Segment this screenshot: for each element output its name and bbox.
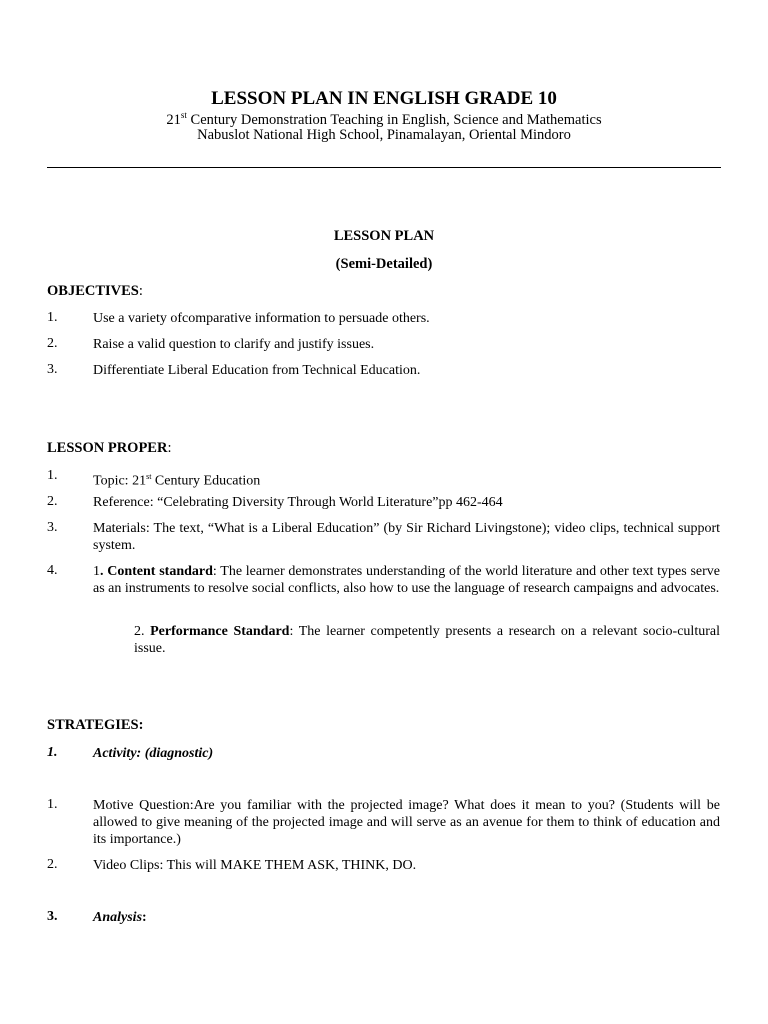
strategy-number: 2.	[47, 857, 58, 872]
header-subtitle-line1: 21st Century Demonstration Teaching in English, Science and Mathematics	[166, 110, 602, 128]
content-standard-text: 1. Content standard: The learner demonstrates understanding of the world literature and other text types serve as an instruments to resolve social conflicts, also how to use the language of research campaigns and advocates.	[93, 564, 720, 596]
analysis-label: Analysis:	[93, 910, 147, 925]
objective-number: 3.	[47, 362, 58, 377]
strategies-heading: STRATEGIES:	[47, 717, 144, 733]
reference-text: Reference: “Celebrating Diversity Through World Literature”pp 462-464	[93, 495, 503, 510]
plan-title: LESSON PLAN	[333, 228, 435, 244]
objective-text: Differentiate Liberal Education from Technical Education.	[93, 363, 421, 378]
topic-text: Topic: 21st Century Education	[93, 472, 261, 489]
materials-text: Materials: The text, “What is a Liberal Education” (by Sir Richard Livingstone); video clips, technical support system.	[93, 521, 720, 553]
objective-number: 2.	[47, 336, 58, 351]
strategy-text: Motive Question:Are you familiar with the projected image? What does it mean to you? (Students will be allowed to give meaning of the projected image and will serve as an avenue for them to think of education and its importance.)	[93, 798, 720, 847]
reference-number: 2.	[47, 494, 58, 509]
performance-standard-text: 2. Performance Standard: The learner competently presents a research on a relevant socio-cultural issue.	[134, 624, 720, 656]
header-divider	[47, 167, 721, 168]
standards-number: 4.	[47, 563, 58, 578]
strategy-text: Video Clips: This will MAKE THEM ASK, THINK, DO.	[93, 858, 417, 873]
topic-number: 1.	[47, 468, 58, 483]
activity-number: 1.	[47, 745, 58, 760]
objective-text: Raise a valid question to clarify and justify issues.	[93, 337, 375, 352]
strategy-number: 1.	[47, 797, 58, 812]
header-school-line: Nabuslot National High School, Pinamalayan, Oriental Mindoro	[197, 127, 571, 143]
activity-label: Activity: (diagnostic)	[93, 746, 214, 761]
objective-number: 1.	[47, 310, 58, 325]
plan-subtitle: (Semi-Detailed)	[335, 256, 433, 272]
objective-text: Use a variety ofcomparative information to persuade others.	[93, 311, 430, 326]
analysis-number: 3.	[47, 909, 58, 924]
lesson-proper-heading: LESSON PROPER:	[47, 440, 172, 456]
document-title: LESSON PLAN IN ENGLISH GRADE 10	[211, 88, 557, 109]
objectives-heading: OBJECTIVES:	[47, 283, 143, 299]
materials-number: 3.	[47, 520, 58, 535]
